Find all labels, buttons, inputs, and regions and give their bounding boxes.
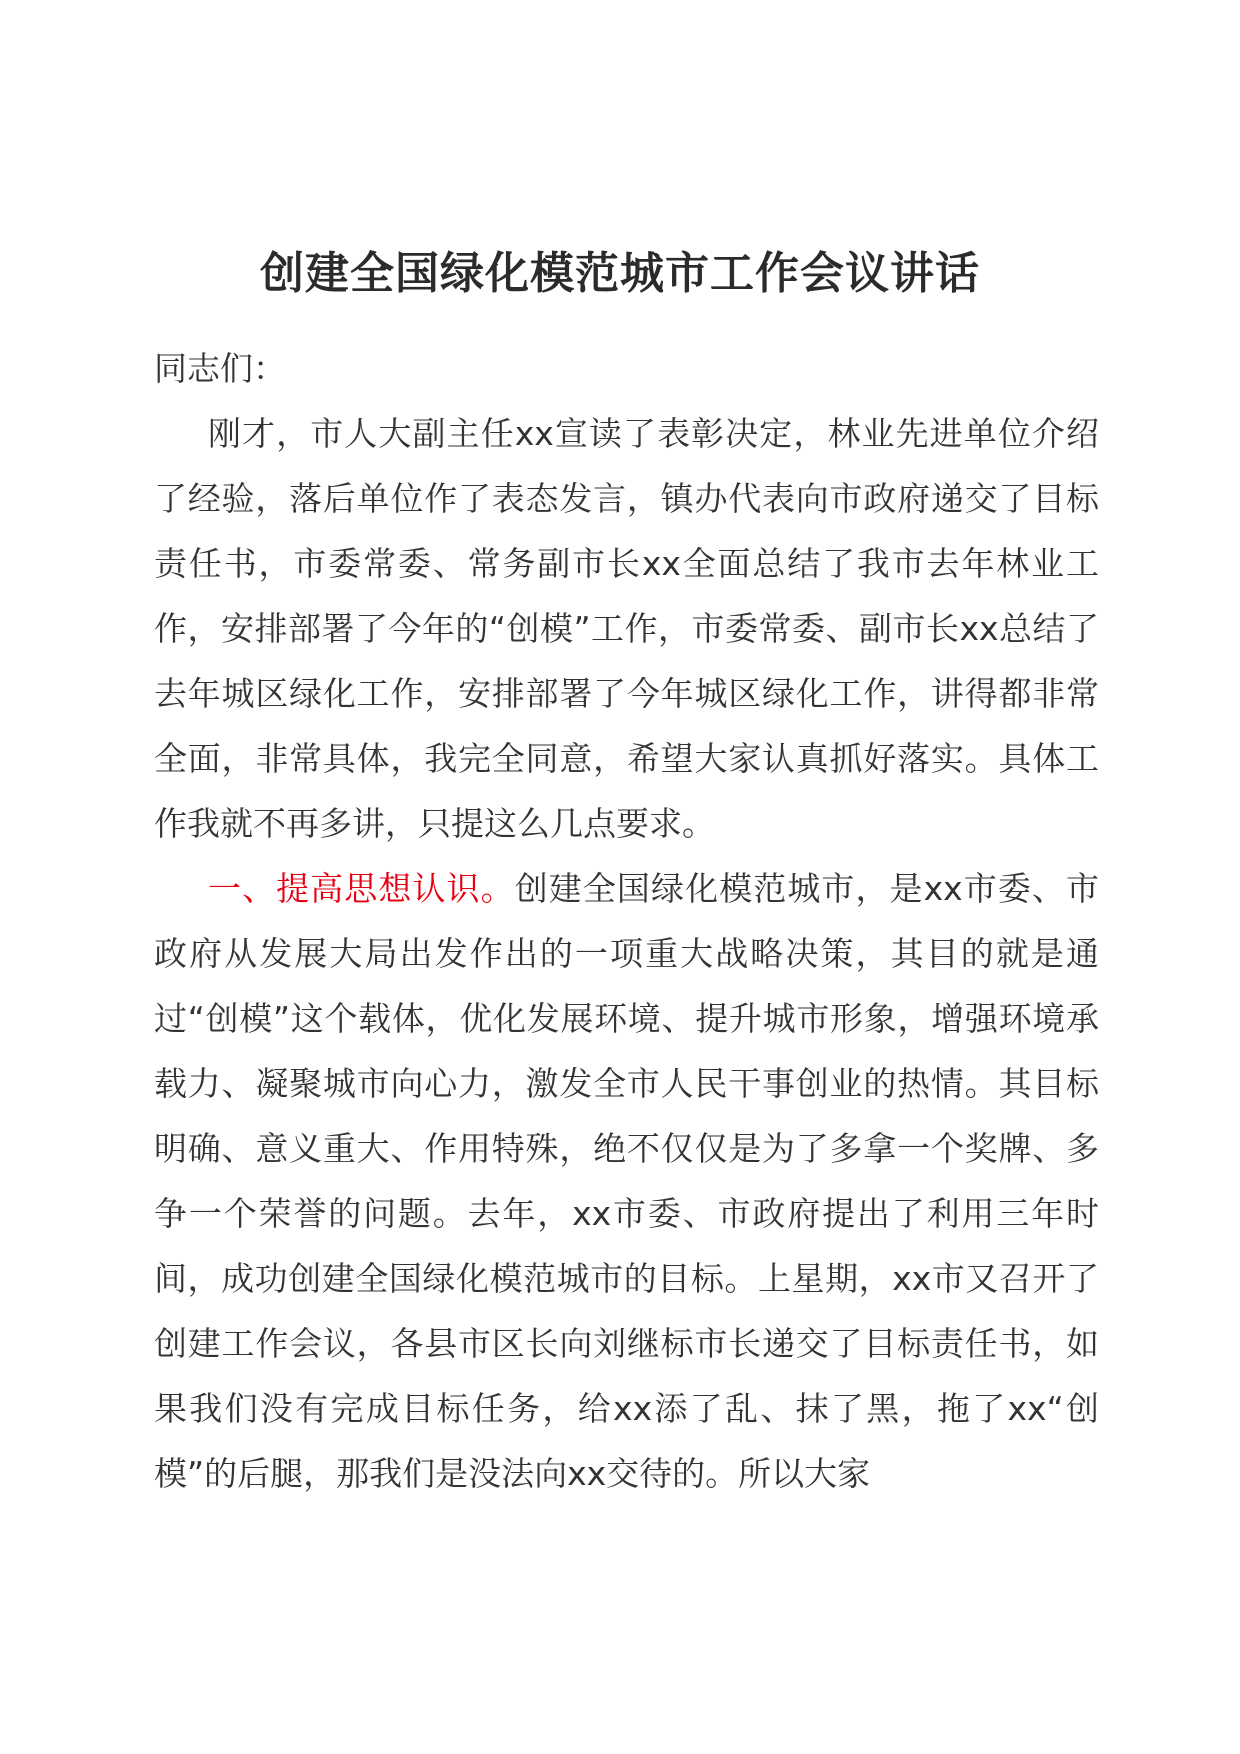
section-heading-1: 一、提高思想认识。	[208, 869, 515, 908]
salutation: 同志们：	[154, 349, 286, 388]
paragraph-section-1	[154, 856, 1099, 1506]
document-body	[154, 336, 1099, 1506]
section-text-1: 创建全国绿化模范城市，是xx市委、市政府从发展大局出发作出的一项重大战略决策，其目的就是通过“创模”这个载体，优化发展环境、提升城市形象，增强环境承载力、凝聚城市向心力，激发全市人民干事创业的热情。其目标明确、意义重大、作用特殊，绝不仅仅是为了多拿一个奖牌、多争一个荣誉的问题。去年，xx市委、市政府提出了利用三年时间，成功创建全国绿化模范城市的目标。上星期，xx市又召开了创建工作会议，各县市区长向刘继标市长递交了目标责任书，如果我们没有完成目标任务，给xx添了乱、抹了黑，拖了xx“创模”的后腿，那我们是没法向xx交待的。所以大家	[154, 869, 1100, 1493]
document-title: 创建全国绿化模范城市工作会议讲话	[260, 248, 980, 299]
paragraph-intro: 刚才，市人大副主任xx宣读了表彰决定，林业先进单位介绍了经验，落后单位作了表态发言，镇办代表向市政府递交了目标责任书，市委常委、常务副市长xx全面总结了我市去年林业工作，安排部署了今年的“创模”工作，市委常委、副市长xx总结了去年城区绿化工作，安排部署了今年城区绿化工作，讲得都非常全面，非常具体，我完全同意，希望大家认真抓好落实。具体工作我就不再多讲，只提这么几点要求。	[154, 414, 1099, 843]
